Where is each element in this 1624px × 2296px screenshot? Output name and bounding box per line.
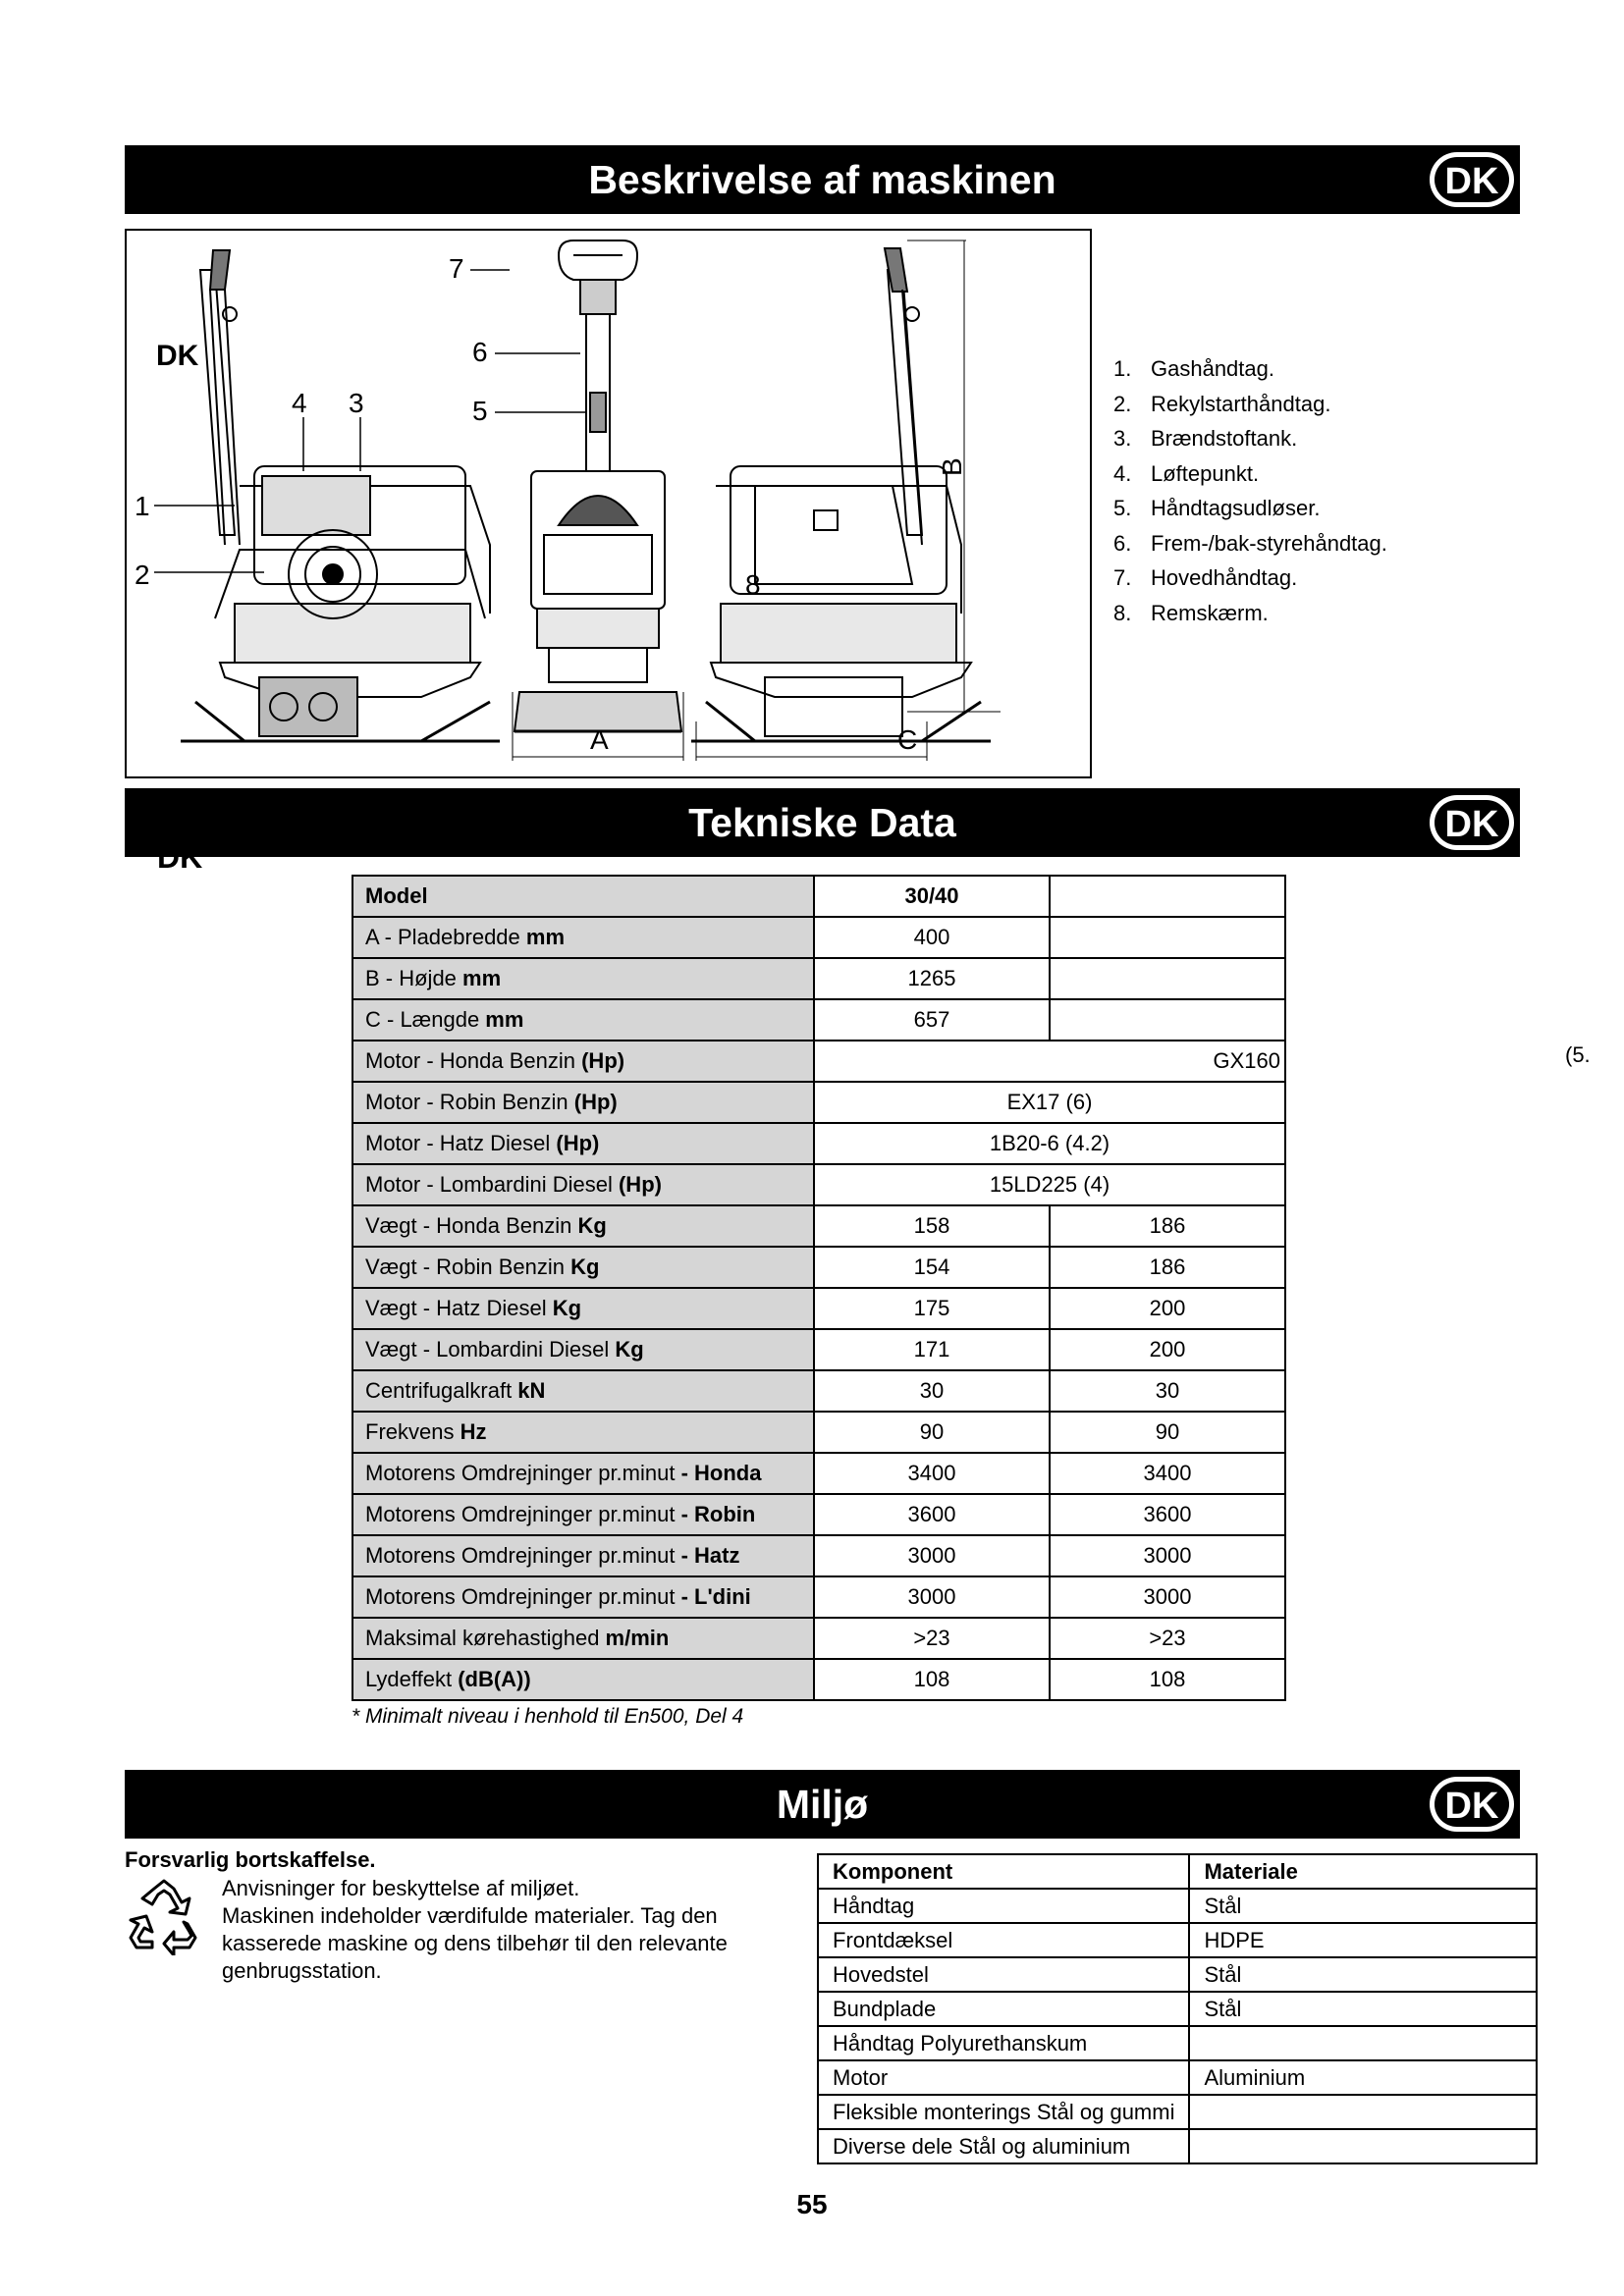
disposal-heading: Forsvarlig bortskaffelse.	[125, 1847, 376, 1872]
svg-text:3: 3	[349, 388, 364, 418]
svg-text:4: 4	[292, 388, 307, 418]
table-row: A - Pladebredde mm 400	[352, 917, 1285, 958]
dk-badge-icon	[1428, 793, 1516, 852]
table-row: Hovedstel Stål	[818, 1957, 1537, 1992]
svg-text:1: 1	[135, 491, 150, 521]
machine-diagram	[127, 231, 1094, 780]
table-row: Fleksible monterings Stål og gummi	[818, 2095, 1537, 2129]
table-row: Frontdæksel HDPE	[818, 1923, 1537, 1957]
dk-badge-icon	[1428, 150, 1516, 209]
table-row: Maksimal kørehastighed m/min >23 >23	[352, 1618, 1285, 1659]
table-header-col1: 30/40	[814, 876, 1050, 917]
svg-text:DK: DK	[1444, 804, 1499, 845]
table-row: Centrifugalkraft kN 30 30	[352, 1370, 1285, 1412]
table-row: Motor - Honda Benzin (Hp) GX160	[352, 1041, 1285, 1082]
table-row: Håndtag Polyurethanskum	[818, 2026, 1537, 2060]
svg-text:8: 8	[745, 569, 761, 600]
legend-item: 1. Gashåndtag.	[1113, 356, 1274, 381]
technical-data-table	[352, 875, 1286, 1701]
table-row: Lydeffekt (dB(A)) 108 108	[352, 1659, 1285, 1700]
table-header-col2	[1050, 876, 1285, 917]
table-row: Frekvens Hz 90 90	[352, 1412, 1285, 1453]
svg-text:DK: DK	[1444, 161, 1499, 202]
svg-text:DK: DK	[1444, 1786, 1499, 1827]
table-row: Vægt - Honda Benzin Kg 158 186	[352, 1205, 1285, 1247]
section-title: Tekniske Data	[688, 800, 956, 845]
legend-item: 8. Remskærm.	[1113, 600, 1269, 625]
svg-text:2: 2	[135, 560, 150, 590]
table-row: Bundplade Stål	[818, 1992, 1537, 2026]
table-row: Diverse dele Stål og aluminium	[818, 2129, 1537, 2163]
parts-legend	[1113, 351, 1387, 630]
table-row: Motor Aluminium	[818, 2060, 1537, 2095]
footnote: * Minimalt niveau i henhold til En500, Del 4	[352, 1705, 744, 1728]
disposal-text: Anvisninger for beskyttelse af miljøet. Maskinen indeholder værdifulde materialer. Tag den kasserede maskine og dens tilbehør til den relevante genbrugsstation.	[222, 1876, 728, 1983]
materials-table	[817, 1853, 1538, 2164]
table-row: Motor - Hatz Diesel (Hp) 1B20-6 (4.2)	[352, 1123, 1285, 1164]
svg-text:6: 6	[472, 337, 488, 367]
page-number: 55	[796, 2189, 828, 2219]
table-row: Vægt - Robin Benzin Kg 154 186	[352, 1247, 1285, 1288]
section-banner-environment	[125, 1770, 1520, 1839]
legend-item: 2. Rekylstarthåndtag.	[1113, 391, 1331, 416]
table-row: Motor - Robin Benzin (Hp) EX17 (6)	[352, 1082, 1285, 1123]
table-row	[352, 876, 1285, 917]
legend-item: 6. Frem-/bak-styrehåndtag.	[1113, 530, 1387, 556]
table-row: Motor - Lombardini Diesel (Hp) 15LD225 (4)	[352, 1164, 1285, 1205]
table-row: Komponent Materiale	[818, 1854, 1537, 1889]
svg-text:7: 7	[449, 253, 464, 284]
svg-text:C: C	[897, 724, 918, 755]
table-row: Håndtag Stål	[818, 1889, 1537, 1923]
table-row: Motorens Omdrejninger pr.minut - L'dini 3000 3000	[352, 1576, 1285, 1618]
svg-text:A: A	[590, 724, 609, 755]
side-note: (5.	[1565, 1042, 1591, 1067]
table-row: Motorens Omdrejninger pr.minut - Robin 3600 3600	[352, 1494, 1285, 1535]
section-banner-technical	[125, 788, 1520, 857]
machine-drawing	[125, 229, 1092, 778]
dk-label: DK	[157, 839, 203, 875]
svg-text:B: B	[937, 457, 967, 476]
dk-badge-icon	[1428, 1775, 1516, 1834]
svg-text:DK: DK	[156, 340, 199, 372]
recycle-icon	[125, 1877, 203, 1955]
table-row: C - Længde mm 657	[352, 999, 1285, 1041]
legend-item: 7. Hovedhåndtag.	[1113, 565, 1298, 590]
legend-item: 5. Håndtagsudløser.	[1113, 496, 1321, 520]
table-header-model: Model	[352, 876, 814, 917]
table-row: Vægt - Hatz Diesel Kg 175 200	[352, 1288, 1285, 1329]
table-row: B - Højde mm 1265	[352, 958, 1285, 999]
table-row: Vægt - Lombardini Diesel Kg 171 200	[352, 1329, 1285, 1370]
section-title: Beskrivelse af maskinen	[588, 157, 1056, 202]
section-title: Miljø	[776, 1782, 869, 1827]
legend-item: 3. Brændstoftank.	[1113, 426, 1298, 451]
legend-item: 4. Løftepunkt.	[1113, 460, 1260, 486]
table-row: Motorens Omdrejninger pr.minut - Hatz 3000 3000	[352, 1535, 1285, 1576]
section-banner-description	[125, 145, 1520, 214]
table-row: Motorens Omdrejninger pr.minut - Honda 3400 3400	[352, 1453, 1285, 1494]
svg-text:5: 5	[472, 396, 488, 426]
